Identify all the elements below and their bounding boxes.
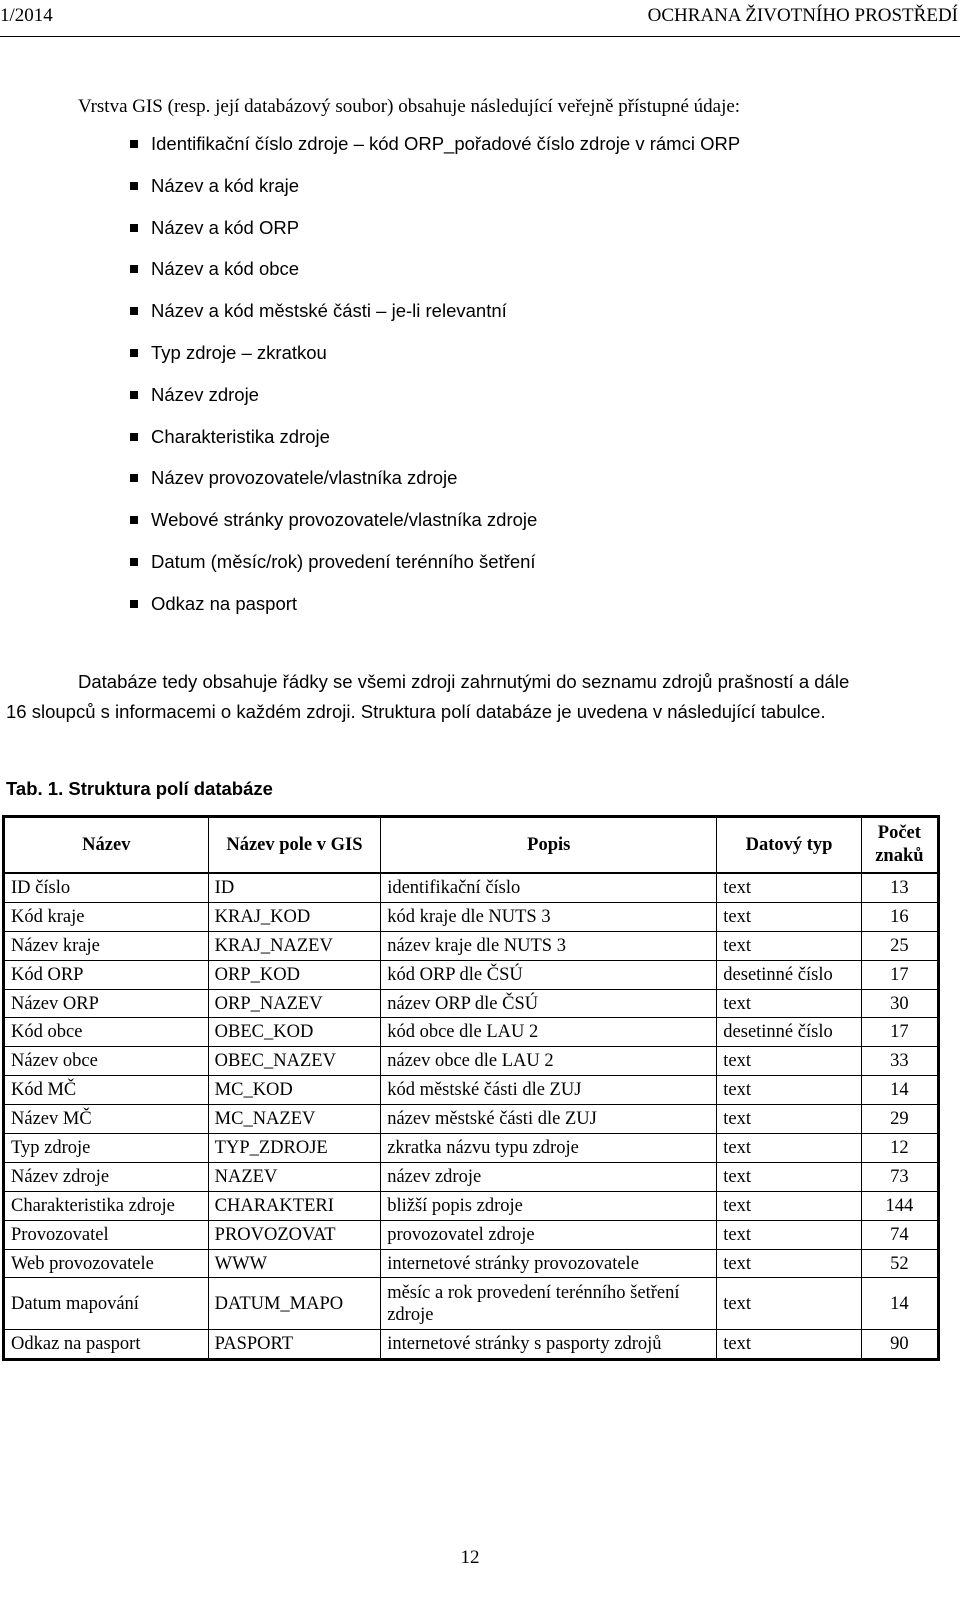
cell-data-type: desetinné číslo [717, 1018, 861, 1047]
database-structure-table [2, 815, 940, 1361]
bullet-icon [130, 558, 138, 566]
cell-description: kód městské části dle ZUJ [381, 1076, 717, 1105]
paragraph-line: 16 sloupců s informacemi o každém zdroji. Struktura polí databáze je uvedena v následující tabulce. [6, 701, 826, 722]
bullet-icon [130, 224, 138, 232]
bullet-icon [130, 265, 138, 273]
cell-char-count: 14 [861, 1278, 938, 1330]
cell-char-count: 16 [861, 902, 938, 931]
intro-text: Vrstva GIS (resp. její databázový soubor) obsahuje následující veřejně přístupné údaje: [78, 96, 741, 117]
table-header-row [4, 817, 939, 874]
cell-data-type: text [717, 989, 861, 1018]
cell-description: identifikační číslo [381, 873, 717, 902]
cell-description: provozovatel zdroje [381, 1220, 717, 1249]
cell-gis-field: CHARAKTERI [208, 1191, 381, 1220]
cell-description: bližší popis zdroje [381, 1191, 717, 1220]
cell-name: Kód obce [4, 1018, 209, 1047]
cell-data-type: text [717, 1278, 861, 1330]
cell-name: Název kraje [4, 931, 209, 960]
cell-data-type: desetinné číslo [717, 960, 861, 989]
table-row [4, 1018, 939, 1047]
cell-char-count: 12 [861, 1134, 938, 1163]
cell-name: Název ORP [4, 989, 209, 1018]
bullet-icon [130, 433, 138, 441]
table-row [4, 902, 939, 931]
cell-description: internetové stránky provozovatele [381, 1249, 717, 1278]
cell-description: kód kraje dle NUTS 3 [381, 902, 717, 931]
cell-char-count: 30 [861, 989, 938, 1018]
column-header-description: Popis [381, 817, 717, 874]
column-header-gis-field: Název pole v GIS [208, 817, 381, 874]
cell-data-type: text [717, 902, 861, 931]
cell-char-count: 17 [861, 960, 938, 989]
cell-data-type: text [717, 931, 861, 960]
table-row [4, 960, 939, 989]
bullet-icon [130, 349, 138, 357]
cell-gis-field: MC_NAZEV [208, 1105, 381, 1134]
cell-name: Název obce [4, 1047, 209, 1076]
issue-number: 1/2014 [0, 5, 53, 26]
column-header-name: Název [4, 817, 209, 874]
table-row [4, 1249, 939, 1278]
cell-gis-field: WWW [208, 1249, 381, 1278]
table-row [4, 1278, 939, 1330]
cell-name: Odkaz na pasport [4, 1330, 209, 1360]
cell-name: Název zdroje [4, 1162, 209, 1191]
cell-gis-field: KRAJ_NAZEV [208, 931, 381, 960]
cell-data-type: text [717, 1076, 861, 1105]
bullet-icon [130, 516, 138, 524]
table-caption: Tab. 1. Struktura polí databáze [6, 778, 273, 799]
page-header [0, 0, 960, 37]
cell-description: kód obce dle LAU 2 [381, 1018, 717, 1047]
cell-description: kód ORP dle ČSÚ [381, 960, 717, 989]
cell-name: Typ zdroje [4, 1134, 209, 1163]
bullet-icon [130, 600, 138, 608]
cell-description: zkratka názvu typu zdroje [381, 1134, 717, 1163]
cell-data-type: text [717, 1162, 861, 1191]
table-row [4, 1134, 939, 1163]
cell-name: Datum mapování [4, 1278, 209, 1330]
cell-gis-field: NAZEV [208, 1162, 381, 1191]
cell-name: Web provozovatele [4, 1249, 209, 1278]
bullet-icon [130, 474, 138, 482]
cell-data-type: text [717, 1191, 861, 1220]
cell-description: měsíc a rok provedení terénního šetření zdroje [381, 1278, 717, 1330]
bullet-icon [130, 182, 138, 190]
cell-description: název zdroje [381, 1162, 717, 1191]
table-row [4, 873, 939, 902]
cell-gis-field: OBEC_NAZEV [208, 1047, 381, 1076]
cell-data-type: text [717, 1047, 861, 1076]
cell-char-count: 52 [861, 1249, 938, 1278]
column-header-data-type: Datový typ [717, 817, 861, 874]
cell-char-count: 73 [861, 1162, 938, 1191]
cell-gis-field: DATUM_MAPO [208, 1278, 381, 1330]
bullet-icon [130, 140, 138, 148]
cell-gis-field: ID [208, 873, 381, 902]
cell-name: Název MČ [4, 1105, 209, 1134]
bullet-icon [130, 391, 138, 399]
cell-name: Kód ORP [4, 960, 209, 989]
cell-description: název městské části dle ZUJ [381, 1105, 717, 1134]
cell-data-type: text [717, 1220, 861, 1249]
cell-gis-field: PASPORT [208, 1330, 381, 1360]
table-row [4, 1162, 939, 1191]
cell-description: název kraje dle NUTS 3 [381, 931, 717, 960]
cell-char-count: 33 [861, 1047, 938, 1076]
cell-name: Kód MČ [4, 1076, 209, 1105]
cell-char-count: 144 [861, 1191, 938, 1220]
cell-data-type: text [717, 873, 861, 902]
cell-data-type: text [717, 1134, 861, 1163]
cell-gis-field: ORP_KOD [208, 960, 381, 989]
cell-data-type: text [717, 1249, 861, 1278]
cell-description: název obce dle LAU 2 [381, 1047, 717, 1076]
summary-paragraph [6, 667, 946, 727]
table-row [4, 931, 939, 960]
column-header-char-count: Počet znaků [861, 817, 938, 874]
table-row [4, 1105, 939, 1134]
cell-char-count: 29 [861, 1105, 938, 1134]
cell-description: název ORP dle ČSÚ [381, 989, 717, 1018]
cell-gis-field: TYP_ZDROJE [208, 1134, 381, 1163]
cell-data-type: text [717, 1105, 861, 1134]
cell-char-count: 17 [861, 1018, 938, 1047]
table-row [4, 1047, 939, 1076]
cell-char-count: 14 [861, 1076, 938, 1105]
table-row [4, 1330, 939, 1360]
cell-char-count: 74 [861, 1220, 938, 1249]
cell-name: ID číslo [4, 873, 209, 902]
cell-char-count: 25 [861, 931, 938, 960]
table-row [4, 1220, 939, 1249]
cell-gis-field: KRAJ_KOD [208, 902, 381, 931]
page-number: 12 [460, 1547, 480, 1568]
journal-title: OCHRANA ŽIVOTNÍHO PROSTŘEDÍ [647, 5, 958, 26]
cell-description: internetové stránky s pasporty zdrojů [381, 1330, 717, 1360]
bullet-icon [130, 307, 138, 315]
table-row [4, 1191, 939, 1220]
cell-name: Provozovatel [4, 1220, 209, 1249]
cell-gis-field: PROVOZOVAT [208, 1220, 381, 1249]
cell-char-count: 13 [861, 873, 938, 902]
table-row [4, 989, 939, 1018]
cell-gis-field: ORP_NAZEV [208, 989, 381, 1018]
table-row [4, 1076, 939, 1105]
cell-gis-field: OBEC_KOD [208, 1018, 381, 1047]
cell-data-type: text [717, 1330, 861, 1360]
cell-char-count: 90 [861, 1330, 938, 1360]
cell-name: Kód kraje [4, 902, 209, 931]
cell-gis-field: MC_KOD [208, 1076, 381, 1105]
paragraph-line: Databáze tedy obsahuje řádky se všemi zdroji zahrnutými do seznamu zdrojů prašností a dále [78, 671, 850, 692]
cell-name: Charakteristika zdroje [4, 1191, 209, 1220]
